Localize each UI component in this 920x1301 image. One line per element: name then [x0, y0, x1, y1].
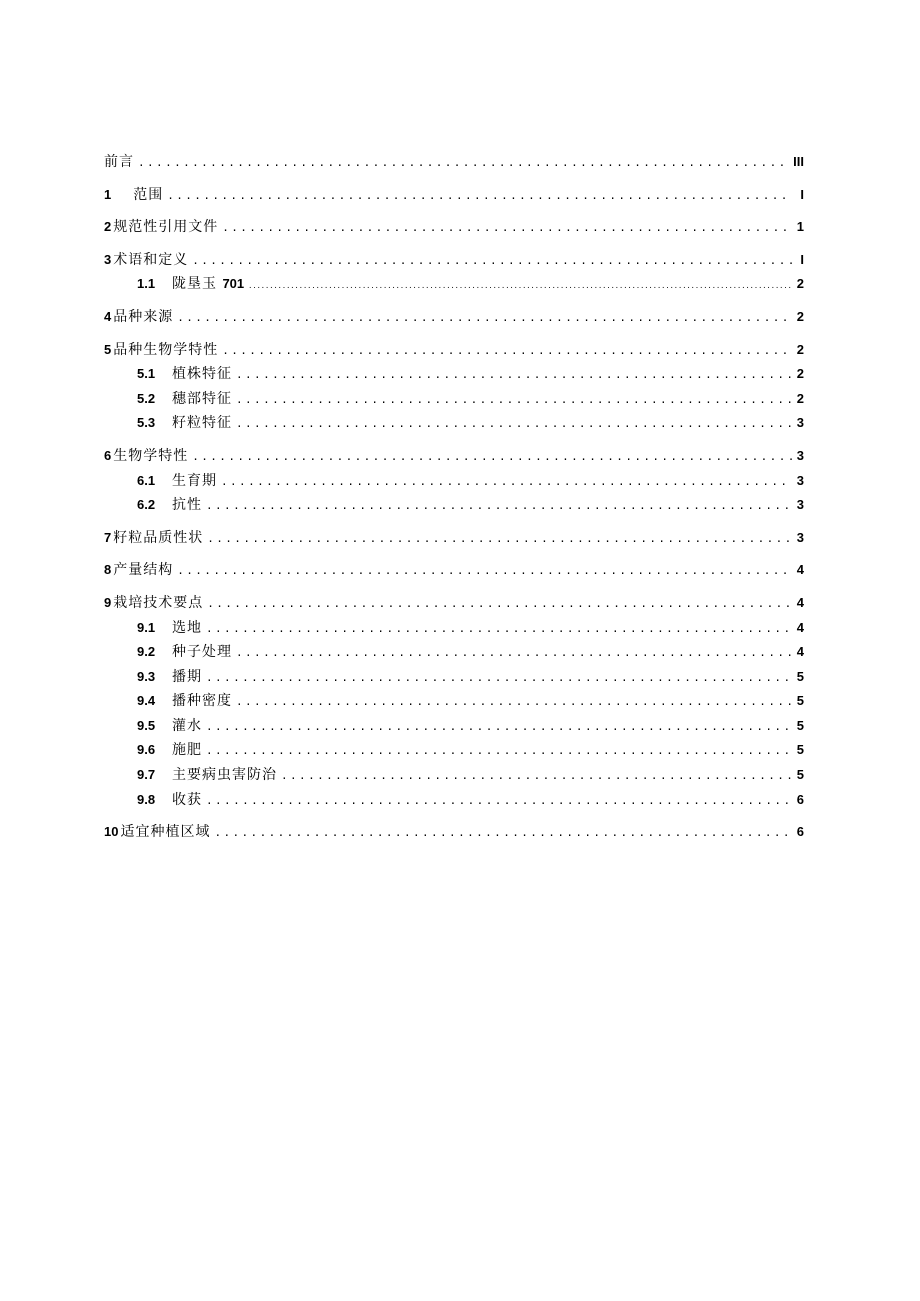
toc-entry-6-1[interactable] [104, 469, 804, 494]
toc-entry-title-text: 陇垦玉 [172, 276, 217, 293]
toc-leader-dots [214, 821, 792, 846]
toc-entry-page: 4 [796, 562, 804, 578]
toc-entry-page: 6 [796, 791, 804, 807]
toc-leader-dots [206, 666, 792, 691]
toc-entry-number: 9 [104, 594, 112, 610]
toc-leader-dots [192, 249, 792, 274]
toc-entry-number: 6.2 [137, 497, 156, 513]
toc-entry-number: 9.8 [137, 791, 156, 807]
toc-entry-page: 3 [796, 529, 804, 545]
toc-entry-5-2[interactable] [104, 387, 804, 412]
toc-entry-page: 1 [796, 219, 804, 235]
toc-entry-page: 2 [796, 390, 804, 406]
toc-entry-number: 2 [104, 219, 112, 235]
toc-entry-preface[interactable] [104, 150, 804, 175]
toc-entry-page: 6 [796, 824, 804, 840]
toc-entry-number: 9.4 [137, 693, 156, 709]
toc-leader-dots [177, 306, 792, 331]
toc-leader-dots [207, 527, 792, 552]
toc-entry-number: 1.1 [137, 276, 156, 292]
toc-entry-page: 3 [796, 497, 804, 513]
toc-entry-9-6[interactable] [104, 738, 804, 763]
toc-entry-6[interactable] [104, 444, 804, 469]
toc-entry-title: 植株特征 [172, 366, 232, 383]
toc-entry-page: 5 [796, 767, 804, 783]
toc-leader-dots [192, 445, 792, 470]
toc-entry-title: 选地 [172, 619, 202, 636]
toc-entry-8[interactable] [104, 558, 804, 583]
toc-entry-title: 播期 [172, 668, 202, 685]
toc-leader-dots [206, 739, 792, 764]
toc-leader-dots [236, 388, 792, 413]
toc-leader-dots [206, 789, 792, 814]
toc-entry-title: 播种密度 [172, 693, 232, 710]
toc-entry-9-3[interactable] [104, 665, 804, 690]
toc-entry-title: 灌水 [172, 717, 202, 734]
toc-entry-number: 7 [104, 529, 112, 545]
toc-entry-9-7[interactable] [104, 763, 804, 788]
toc-entry-page: 5 [796, 742, 804, 758]
toc-entry-9-4[interactable] [104, 689, 804, 714]
toc-entry-number: 6 [104, 447, 112, 463]
toc-entry-page: 4 [796, 644, 804, 660]
toc-entry-page: 4 [796, 619, 804, 635]
toc-entry-9-8[interactable] [104, 788, 804, 813]
toc-entry-5-3[interactable] [104, 411, 804, 436]
toc-entry-4[interactable] [104, 305, 804, 330]
toc-entry-title: 施肥 [172, 742, 202, 759]
toc-entry-9[interactable] [104, 591, 804, 616]
toc-leader-dots [207, 592, 792, 617]
toc-entry-title [172, 272, 244, 297]
toc-entry-title: 产量结构 [113, 562, 174, 579]
toc-leader-dots [281, 764, 792, 789]
toc-leader-dots [236, 412, 792, 437]
toc-leader-dots [248, 274, 792, 299]
toc-entry-page: I [800, 186, 804, 202]
toc-entry-number: 9.6 [137, 742, 156, 758]
toc-entry-number: 9.3 [137, 668, 156, 684]
toc-entry-number: 5.1 [137, 366, 156, 382]
toc-entry-title: 籽粒特征 [172, 415, 232, 432]
toc-entry-number: 9.7 [137, 767, 156, 783]
toc-entry-title: 品种来源 [113, 308, 174, 325]
toc-entry-1-1[interactable] [104, 272, 804, 297]
toc-entry-9-5[interactable] [104, 714, 804, 739]
toc-entry-10[interactable] [104, 820, 804, 845]
toc-entry-page: 2 [796, 366, 804, 382]
toc-entry-number: 9.2 [137, 644, 156, 660]
toc-entry-title: 生物学特性 [113, 447, 189, 464]
toc-entry-page: 2 [796, 276, 804, 292]
toc-leader-dots [177, 559, 792, 584]
toc-entry-number: 4 [104, 308, 112, 324]
toc-entry-2[interactable] [104, 215, 804, 240]
toc-entry-number: 5 [104, 341, 112, 357]
toc-entry-9-1[interactable] [104, 616, 804, 641]
toc-entry-number: 3 [104, 251, 112, 267]
toc-leader-dots [222, 216, 792, 241]
toc-entry-page: 4 [796, 594, 804, 610]
toc-leader-dots [221, 470, 792, 495]
table-of-contents [104, 150, 804, 845]
toc-entry-5-1[interactable] [104, 362, 804, 387]
toc-leader-dots [167, 184, 792, 209]
toc-entry-title: 穗部特征 [172, 390, 232, 407]
toc-leader-dots [236, 690, 792, 715]
toc-entry-9-2[interactable] [104, 640, 804, 665]
toc-leader-dots [206, 715, 792, 740]
toc-entry-number: 9.1 [137, 619, 156, 635]
toc-entry-page: 3 [796, 472, 804, 488]
toc-entry-number: 6.1 [137, 472, 156, 488]
toc-entry-title: 收获 [172, 791, 202, 808]
toc-entry-title-number: 701 [222, 276, 245, 292]
toc-entry-title: 生育期 [172, 472, 217, 489]
toc-entry-title: 栽培技术要点 [113, 594, 204, 611]
toc-leader-dots [206, 494, 792, 519]
toc-entry-title: 规范性引用文件 [113, 219, 219, 236]
toc-leader-dots [206, 617, 792, 642]
toc-entry-title: 主要病虫害防治 [172, 767, 277, 784]
toc-entry-number: 1 [104, 186, 112, 202]
toc-entry-title: 籽粒品质性状 [113, 529, 204, 546]
toc-entry-title: 品种生物学特性 [113, 341, 219, 358]
toc-entry-title: 抗性 [172, 497, 202, 514]
toc-entry-7[interactable] [104, 526, 804, 551]
toc-leader-dots [236, 363, 792, 388]
toc-entry-number: 8 [104, 562, 112, 578]
toc-leader-dots [236, 641, 792, 666]
toc-entry-title: 术语和定义 [113, 251, 189, 268]
toc-entry-page: 3 [796, 447, 804, 463]
toc-entry-6-2[interactable] [104, 493, 804, 518]
toc-entry-page: 5 [796, 668, 804, 684]
toc-entry-1[interactable] [104, 183, 804, 208]
toc-entry-5[interactable] [104, 338, 804, 363]
toc-entry-number: 5.3 [137, 415, 156, 431]
toc-entry-title: 种子处理 [172, 644, 232, 661]
toc-entry-page: 3 [796, 415, 804, 431]
toc-entry-page: 2 [796, 308, 804, 324]
toc-entry-page: 5 [796, 693, 804, 709]
toc-entry-number: 9.5 [137, 717, 156, 733]
toc-entry-title: 前言 [104, 154, 134, 170]
toc-entry-3[interactable] [104, 248, 804, 273]
toc-leader-dots [138, 151, 789, 176]
toc-entry-page: III [793, 154, 804, 169]
toc-leader-dots [222, 339, 792, 364]
toc-entry-page: I [800, 251, 804, 267]
toc-entry-number: 5.2 [137, 390, 156, 406]
toc-entry-title: 范围 [133, 186, 164, 203]
toc-entry-title: 适宜种植区域 [120, 824, 211, 841]
toc-entry-page: 2 [796, 341, 804, 357]
toc-entry-number: 10 [104, 824, 119, 840]
toc-entry-page: 5 [796, 717, 804, 733]
